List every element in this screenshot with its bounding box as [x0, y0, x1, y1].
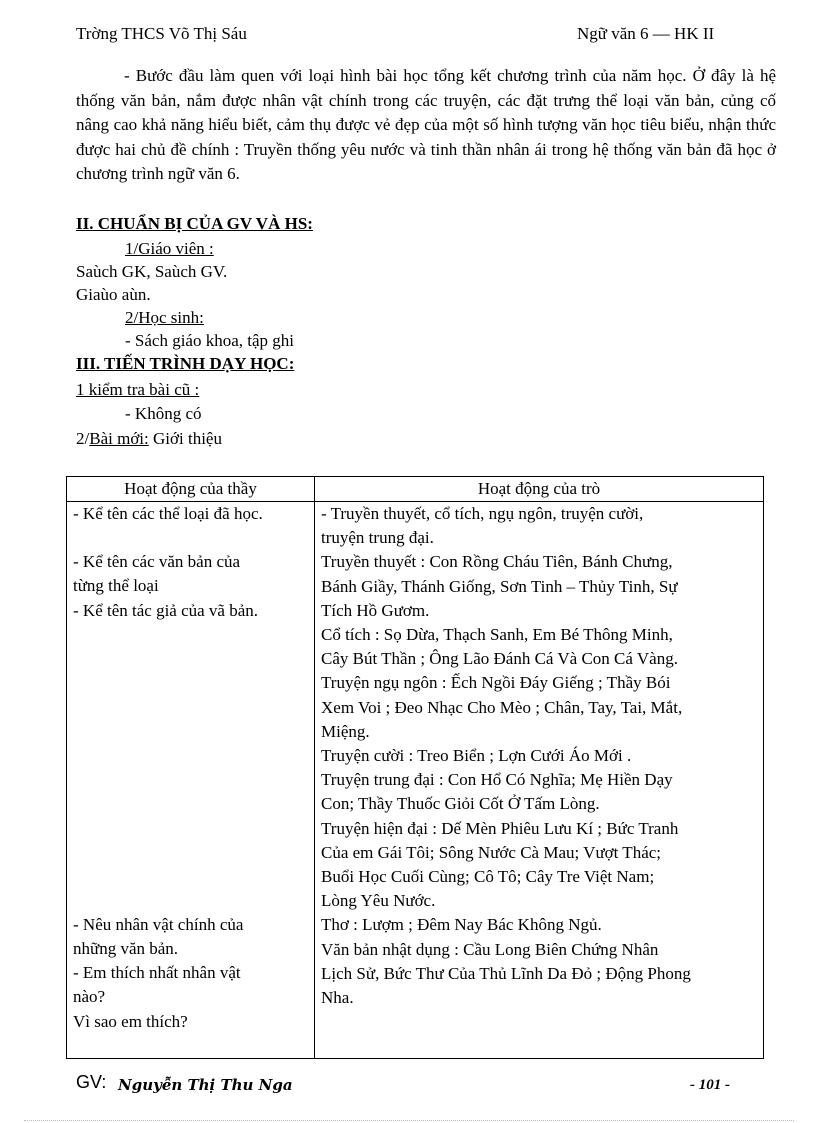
new-lesson-prefix: 2/ [76, 429, 90, 448]
teacher-line-2: Giaùo aùn. [76, 285, 151, 304]
footer-divider [24, 1120, 794, 1121]
table-row [67, 502, 764, 1059]
teacher-activity-line: Vì sao em thích? [73, 1011, 188, 1031]
student-activity-line: Lòng Yêu Nước. [321, 891, 436, 911]
student-activity-line: Xem Voi ; Đeo Nhạc Cho Mèo ; Chân, Tay, Tai, Mắt, [321, 697, 683, 717]
student-activity-line: Truyện trung đại : Con Hổ Có Nghĩa; Mẹ Hiền Dạy [321, 770, 673, 790]
new-lesson-label: Bài mới: [89, 429, 149, 448]
student-activity-line: - Truyền thuyết, cổ tích, ngụ ngôn, truyện cười, [321, 504, 644, 523]
teacher-line-1: Saùch GK, Saùch GV. [76, 262, 228, 281]
student-activity-line: Cổ tích : Sọ Dừa, Thạch Sanh, Em Bé Thông Minh, [321, 625, 673, 645]
intro-paragraph: - Bước đầu làm quen với loại hình bài học tổng kết chương trình của năm học. Ở đây là hệ thống văn bản, nắm được nhân vật chính trong các truyện, các đặt trưng thể loại văn bản, củng cố nâng cao khả năng hiểu biết, cảm thụ được vẻ đẹp của một số hình tượng văn học tiêu biểu, nhận thức được hai chủ đề chính : Truyền thống yêu nước và tinh thần nhân ái trong hệ thống văn bản đã học ở chương trình ngữ văn 6. [76, 66, 776, 183]
section3-heading: III. TIẾN TRÌNH DẠY HỌC: [76, 354, 295, 373]
teacher-activity-line: từng thể loại [73, 576, 159, 596]
footer-page-number: - 101 - [690, 1077, 730, 1093]
student-activity-line: Tích Hồ Gươm. [321, 600, 430, 620]
teacher-activity-cell [67, 502, 315, 1059]
student-activity-line: Miệng. [321, 721, 370, 741]
student-activity-header: Hoạt động của trò [315, 477, 764, 502]
activity-table [66, 476, 764, 1059]
student-activity-line: Truyện ngụ ngôn : Ếch Ngồi Đáy Giếng ; Thầy Bói [321, 673, 671, 693]
student-activity-line: Lịch Sử, Bức Thư Của Thủ Lĩnh Da Đỏ ; Động Phong [321, 963, 691, 983]
teacher-label: 1/Giáo viên : [125, 239, 214, 258]
check-line: - Không có [125, 404, 202, 423]
student-activity-line: Cây Bút Thần ; Ông Lão Đánh Cá Và Con Cá Vàng. [321, 649, 678, 669]
new-lesson-line [76, 429, 222, 449]
student-activity-line: truyện trung đại. [321, 528, 434, 548]
student-activity-line: Truyện hiện đại : Dế Mèn Phiêu Lưu Kí ; Bức Tranh [321, 818, 679, 838]
teacher-activity-line: những văn bản. [73, 939, 179, 959]
objectives-section [76, 64, 776, 187]
header-school: Trờng THCS Võ Thị Sáu [76, 24, 247, 43]
teacher-activity-line: - Kể tên các văn bản của [73, 552, 241, 572]
student-activity-line: Buổi Học Cuối Cùng; Cô Tô; Cây Tre Việt Nam; [321, 867, 655, 887]
teacher-activity-line: - Em thích nhất nhân vật [73, 963, 241, 983]
student-activity-cell [315, 502, 764, 1059]
table-header-row [67, 477, 764, 502]
student-activity-line: Con; Thầy Thuốc Giỏi Cốt Ở Tấm Lòng. [321, 794, 600, 814]
section2-heading: II. CHUẨN BỊ CỦA GV VÀ HS: [76, 214, 313, 233]
student-activity-line: Văn bản nhật dụng : Cầu Long Biên Chứng Nhân [321, 939, 659, 959]
footer-teacher-name: Nguyễn Thị Thu Nga [118, 1076, 293, 1094]
teacher-activity-line: - Kể tên tác giả của vã bản. [73, 600, 259, 620]
student-line: - Sách giáo khoa, tập ghi [125, 331, 295, 350]
student-activity-line: Của em Gái Tôi; Sông Nước Cà Mau; Vượt Thác; [321, 842, 662, 862]
new-lesson-rest: Giới thiệu [148, 429, 222, 448]
student-activity-line: Truyện cười : Treo Biển ; Lợn Cưới Áo Mới . [321, 746, 632, 766]
student-activity-line: Thơ : Lượm ; Đêm Nay Bác Không Ngủ. [321, 915, 602, 935]
check-label: 1 kiểm tra bài cũ : [76, 380, 200, 399]
student-activity-line: Nha. [321, 988, 354, 1008]
header-subject: Ngữ văn 6 — HK II [577, 24, 715, 43]
teacher-activity-header: Hoạt động của thầy [67, 477, 315, 502]
teacher-activity-line: nào? [73, 987, 106, 1007]
student-activity-line: Bánh Giầy, Thánh Giống, Sơn Tinh – Thủy Tinh, Sự [321, 576, 678, 596]
teacher-activity-line: - Nêu nhân vật chính của [73, 914, 244, 934]
student-label: 2/Học sinh: [125, 308, 204, 327]
footer-gv-label: GV: [76, 1072, 107, 1092]
teacher-activity-line: - Kể tên các thể loại đã học. [73, 504, 263, 523]
student-activity-line: Truyền thuyết : Con Rồng Cháu Tiên, Bánh Chưng, [321, 552, 673, 572]
